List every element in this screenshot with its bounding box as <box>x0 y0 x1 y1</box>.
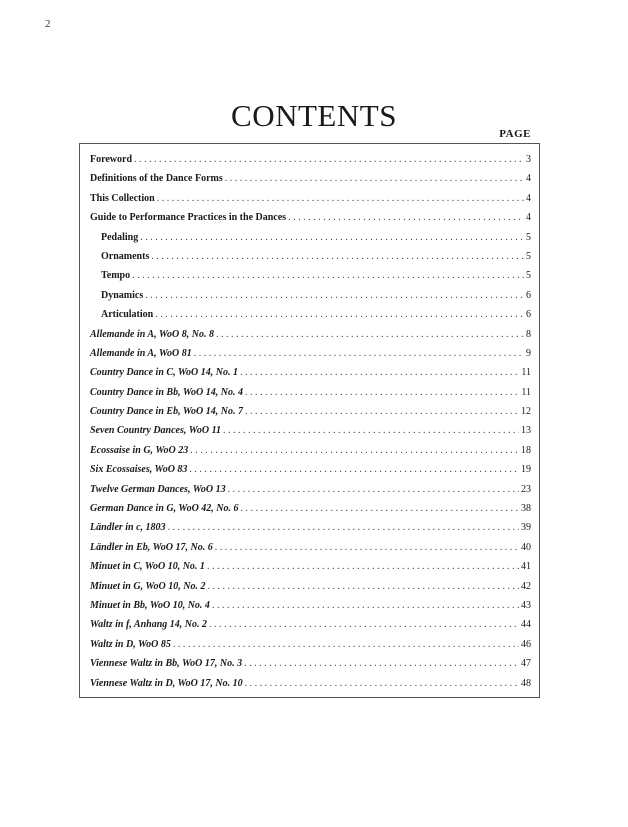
toc-entry[interactable] <box>90 654 531 673</box>
dot-leader <box>155 305 524 324</box>
toc-entry-title: German Dance in G, WoO 42, No. 6 <box>90 503 239 515</box>
toc-entry[interactable] <box>90 499 531 518</box>
dot-leader <box>173 635 519 654</box>
toc-entry-title: Pedaling <box>101 231 139 243</box>
toc-entry-page: 4 <box>526 192 531 204</box>
toc-entry-page: 18 <box>521 444 531 456</box>
toc-entry-title: Viennese Waltz in D, WoO 17, No. 10 <box>90 677 243 689</box>
toc-entry[interactable] <box>90 189 531 208</box>
toc-entry-page: 19 <box>521 464 531 476</box>
toc-entry-title: Six Ecossaises, WoO 83 <box>90 464 188 476</box>
toc-entry-page: 13 <box>521 425 531 437</box>
toc-entry-page: 47 <box>521 658 531 670</box>
toc-entry-page: 6 <box>526 289 531 301</box>
toc-entry-title: Allemande in A, WoO 8, No. 8 <box>90 328 214 340</box>
dot-leader <box>190 441 519 460</box>
toc-entry-title: Twelve German Dances, WoO 13 <box>90 483 226 495</box>
toc-entry-title: Minuet in G, WoO 10, No. 2 <box>90 580 206 592</box>
dot-leader <box>207 577 519 596</box>
dot-leader <box>215 538 519 557</box>
toc-entry-page: 5 <box>526 231 531 243</box>
toc-entry[interactable] <box>90 208 531 227</box>
toc-entry[interactable] <box>90 286 531 305</box>
toc-entry[interactable] <box>90 635 531 654</box>
toc-entry-title: Allemande in A, WoO 81 <box>90 347 192 359</box>
dot-leader <box>194 344 524 363</box>
toc-entry-page: 23 <box>521 483 531 495</box>
toc-entry[interactable] <box>90 460 531 479</box>
toc-entry-title: Ornaments <box>101 250 150 262</box>
toc-entry-page: 40 <box>521 541 531 553</box>
page-column-header: PAGE <box>499 128 531 140</box>
toc-entry-title: Waltz in f, Anhang 14, No. 2 <box>90 619 207 631</box>
dot-leader <box>189 460 519 479</box>
toc-entry-title: Country Dance in C, WoO 14, No. 1 <box>90 367 238 379</box>
dot-leader <box>223 421 519 440</box>
toc-entry[interactable] <box>90 674 531 693</box>
toc-entry-title: Minuet in Bb, WoO 10, No. 4 <box>90 599 210 611</box>
toc-entry[interactable] <box>90 169 531 188</box>
page-title: CONTENTS <box>231 98 397 133</box>
dot-leader <box>228 480 519 499</box>
toc-entry[interactable] <box>90 518 531 537</box>
toc-entry[interactable] <box>90 344 531 363</box>
toc-entry-page: 3 <box>526 154 531 165</box>
toc-entry-title: Country Dance in Eb, WoO 14, No. 7 <box>90 406 243 418</box>
toc-entry-title: Minuet in C, WoO 10, No. 1 <box>90 561 205 573</box>
dot-leader <box>157 189 524 208</box>
toc-entry-page: 4 <box>526 212 531 224</box>
toc-entry[interactable] <box>90 577 531 596</box>
toc-entry-page: 38 <box>521 503 531 515</box>
toc-entry-title: Definitions of the Dance Forms <box>90 173 223 185</box>
toc-entry[interactable] <box>90 596 531 615</box>
dot-leader <box>245 674 519 693</box>
toc-entry-page: 39 <box>521 522 531 534</box>
toc-entry-title: Articulation <box>101 309 154 321</box>
toc-entry-page: 4 <box>526 173 531 185</box>
dot-leader <box>240 363 519 382</box>
toc-entry[interactable] <box>90 383 531 402</box>
dot-leader <box>245 402 519 421</box>
toc-entry[interactable] <box>90 150 531 169</box>
dot-leader <box>225 169 524 188</box>
toc-entry-title: Foreword <box>90 154 133 165</box>
toc-entry-page: 46 <box>521 638 531 650</box>
toc-entry-title: This Collection <box>90 192 155 204</box>
toc-entry[interactable] <box>90 325 531 344</box>
toc-entry-title: Tempo <box>101 270 131 282</box>
toc-entry-page: 48 <box>521 677 531 689</box>
toc-entry-page: 11 <box>521 386 531 398</box>
dot-leader <box>245 383 519 402</box>
toc-entry[interactable] <box>90 441 531 460</box>
page-number: 2 <box>45 18 51 30</box>
toc-entry[interactable] <box>90 421 531 440</box>
toc-entry-page: 11 <box>521 367 531 379</box>
dot-leader <box>151 247 524 266</box>
toc-entry-page: 44 <box>521 619 531 631</box>
toc-entry-page: 8 <box>526 328 531 340</box>
toc-entry-page: 42 <box>521 580 531 592</box>
dot-leader <box>209 615 519 634</box>
toc-entry-page: 5 <box>526 270 531 282</box>
toc-entry[interactable] <box>90 557 531 576</box>
dot-leader <box>241 499 519 518</box>
toc-entry-page: 41 <box>521 561 531 573</box>
dot-leader <box>134 150 524 169</box>
toc-entry[interactable] <box>90 538 531 557</box>
toc-entry-title: Waltz in D, WoO 85 <box>90 638 171 650</box>
toc-entry-title: Country Dance in Bb, WoO 14, No. 4 <box>90 386 243 398</box>
dot-leader <box>288 208 524 227</box>
toc-entry-title: Ecossaise in G, WoO 23 <box>90 444 189 456</box>
dot-leader <box>145 286 524 305</box>
toc-entry[interactable] <box>90 228 531 247</box>
toc-entry-title: Viennese Waltz in Bb, WoO 17, No. 3 <box>90 658 243 670</box>
toc-entry-page: 6 <box>526 309 531 321</box>
toc-entry[interactable] <box>90 305 531 324</box>
toc-entry-page: 12 <box>521 406 531 418</box>
toc-entry-page: 43 <box>521 599 531 611</box>
dot-leader <box>207 557 519 576</box>
toc-entry[interactable] <box>90 480 531 499</box>
toc-entry-page: 5 <box>526 250 531 262</box>
dot-leader <box>168 518 519 537</box>
table-of-contents <box>79 143 540 698</box>
toc-entry-title: Ländler in c, 1803 <box>90 522 166 534</box>
toc-entry[interactable] <box>90 615 531 634</box>
dot-leader <box>216 325 524 344</box>
dot-leader <box>140 228 524 247</box>
toc-entry-title: Guide to Performance Practices in the Dances <box>90 212 287 224</box>
dot-leader <box>212 596 519 615</box>
toc-entry-title: Ländler in Eb, WoO 17, No. 6 <box>90 541 213 553</box>
toc-entry[interactable] <box>90 402 531 421</box>
toc-entry[interactable] <box>90 266 531 285</box>
toc-entry-title: Dynamics <box>101 289 144 301</box>
toc-entry-title: Seven Country Dances, WoO 11 <box>90 425 222 437</box>
toc-entry-page: 9 <box>526 347 531 359</box>
toc-entry[interactable] <box>90 363 531 382</box>
dot-leader <box>132 266 524 285</box>
dot-leader <box>244 654 519 673</box>
toc-entry[interactable] <box>90 247 531 266</box>
